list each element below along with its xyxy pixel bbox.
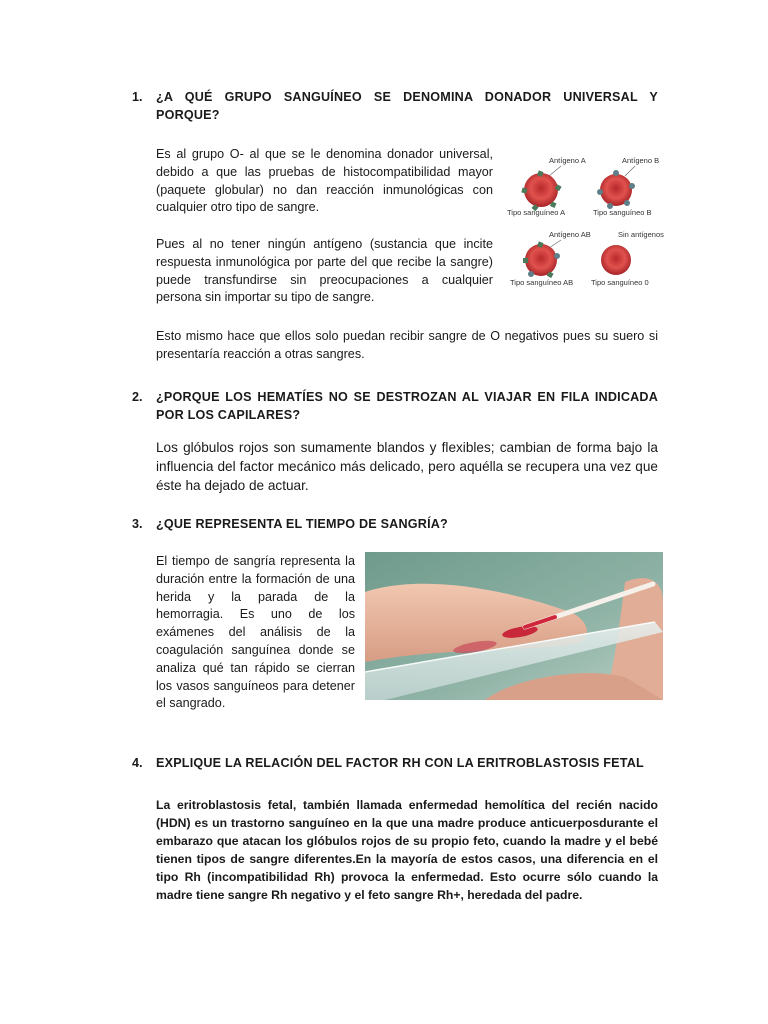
blood-cell-type-o-icon xyxy=(601,245,631,275)
label-antigen-b: Antígeno B xyxy=(622,156,660,165)
blood-cell-type-a-icon xyxy=(521,170,561,211)
bleeding-time-test-photo xyxy=(365,552,663,700)
question-3-title: ¿QUE REPRESENTA EL TIEMPO DE SANGRÍA? xyxy=(156,517,448,531)
question-3-number: 3. xyxy=(132,517,143,531)
question-1-title: ¿A QUÉ GRUPO SANGUÍNEO SE DENOMINA DONADOR UNIVERSAL Y PORQUE? xyxy=(156,90,658,122)
label-type-o: Tipo sanguíneo 0 xyxy=(591,278,649,287)
label-type-a: Tipo sanguíneo A xyxy=(507,208,566,217)
answer-1-paragraph-1: Es al grupo O- al que se le denomina donador universal, debido a que las pruebas de histocompatibilidad mayor (paquete globular) no dan reacción inmunológicas con cualquier otro tipo de sangre. xyxy=(156,147,493,215)
answer-3-paragraph: El tiempo de sangría representa la duración entre la formación de una herida y la parada de la hemorragia. Es uno de los exámenes del análisis de la coagulación sanguínea donde se analiza qué tan rápido se cierran los vasos sanguíneos para detener el sangrado. xyxy=(156,554,355,711)
label-type-b: Tipo sanguíneo B xyxy=(593,208,652,217)
question-2-number: 2. xyxy=(132,390,143,404)
blood-cell-type-b-icon xyxy=(597,170,635,209)
blood-type-antigens-figure xyxy=(503,150,669,290)
answer-2-paragraph: Los glóbulos rojos son sumamente blandos y flexibles; cambian de forma bajo la influencia del factor mecánico más delicado, pero aquélla se recupera una vez que éste ha dejado de actuar. xyxy=(156,440,658,493)
question-1-number: 1. xyxy=(132,90,143,104)
label-antigen-a: Antígeno A xyxy=(549,156,586,165)
label-no-antigens: Sin antígenos xyxy=(618,230,664,239)
label-antigen-ab: Antígeno AB xyxy=(549,230,591,239)
answer-4-paragraph: La eritroblastosis fetal, también llamada enfermedad hemolítica del recién nacido (HDN) es un trastorno sanguíneo en la que una madre produce anticuerposdurante el embarazo que atacan los glóbulos rojos de su propio feto, cuando la madre y el bebé tienen tipos de sangre diferentes.En la mayoría de estos casos, una diferencia en el tipo Rh (incompatibilidad Rh) provoca la enfermedad. Esto ocurre sólo cuando la madre tiene sangre Rh negativo y el feto sangre Rh+, heredada del padre. xyxy=(156,798,658,902)
question-4-title: EXPLIQUE LA RELACIÓN DEL FACTOR RH CON LA ERITROBLASTOSIS FETAL xyxy=(156,756,644,770)
answer-1-paragraph-2: Pues al no tener ningún antígeno (sustancia que incite respuesta inmunológica por parte del que recibe la sangre) puede transfundirse sin preocupaciones a cualquier persona sin importar su tipo de sangre. xyxy=(156,237,493,305)
question-2-title: ¿PORQUE LOS HEMATÍES NO SE DESTROZAN AL VIAJAR EN FILA INDICADA POR LOS CAPILARES? xyxy=(156,390,658,422)
label-type-ab: Tipo sanguíneo AB xyxy=(510,278,574,287)
blood-cell-type-ab-icon xyxy=(523,241,560,278)
answer-1-paragraph-3: Esto mismo hace que ellos solo puedan recibir sangre de O negativos pues su suero si presentaría reacción a otras sangres. xyxy=(156,329,658,361)
question-4-number: 4. xyxy=(132,756,143,770)
